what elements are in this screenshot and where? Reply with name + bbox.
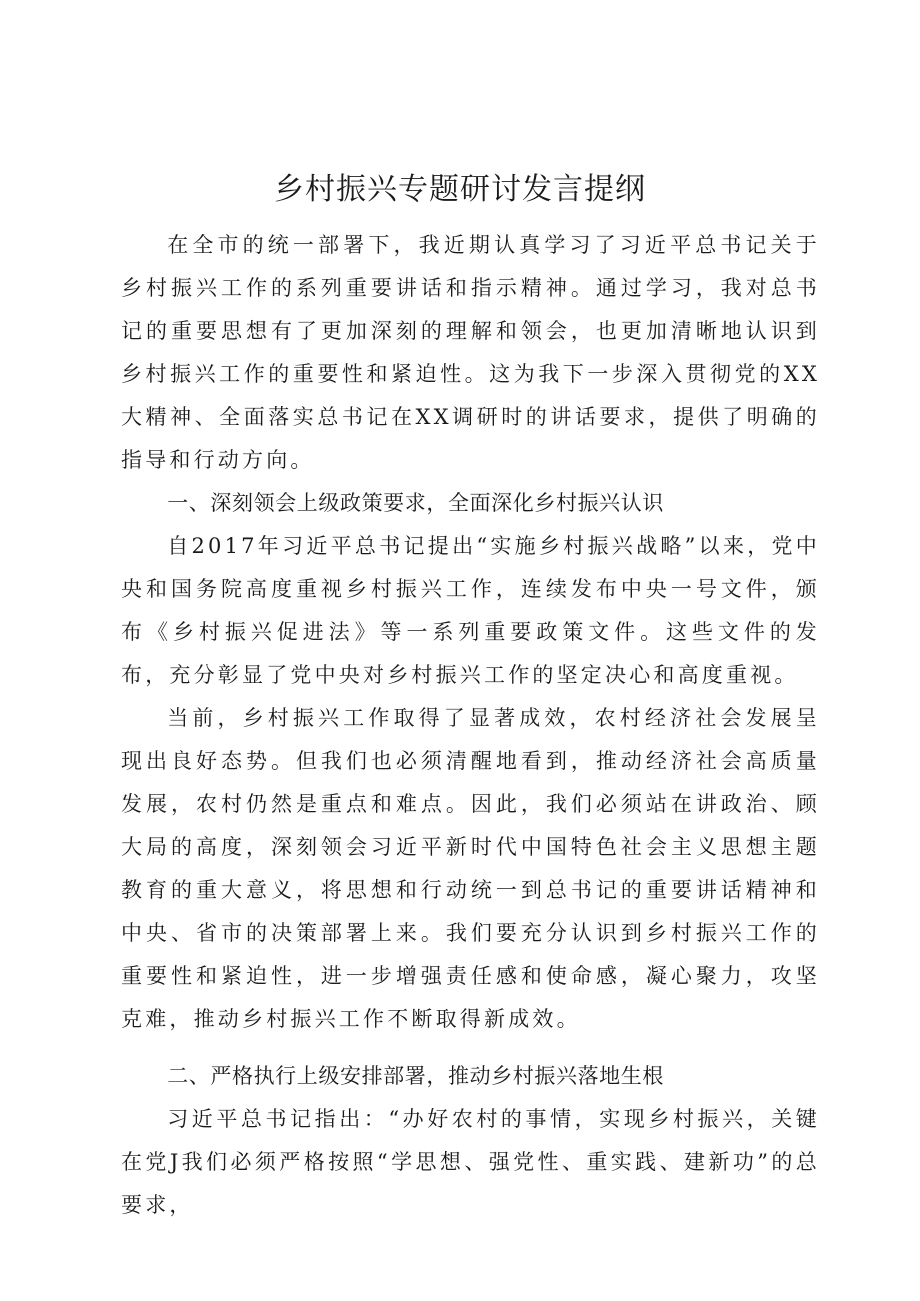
document-body — [121, 224, 820, 1227]
section-1-paragraph-2: 当前，乡村振兴工作取得了显著成效，农村经济社会发展呈现出良好态势。但我们也必须清醒地看到，推动经济社会高质量发展，农村仍然是重点和难点。因此，我们必须站在讲政治、顾大局的高度，深刻领会习近平新时代中国特色社会主义思想主题教育的重大意义，将思想和行动统一到总书记的重要讲话精神和中央、省市的决策部署上来。我们要充分认识到乡村振兴工作的重要性和紧迫性，进一步增强责任感和使命感，凝心聚力，攻坚克难，推动乡村振兴工作不断取得新成效。 — [121, 706, 820, 1031]
section-1-paragraph-1: 自2017年习近平总书记提出“实施乡村振兴战略”以来，党中央和国务院高度重视乡村振兴工作，连续发布中央一号文件，颁布《乡村振兴促进法》等一系列重要政策文件。这些文件的发布，充分彰显了党中央对乡村振兴工作的坚定决心和高度重视。 — [121, 534, 820, 687]
document-title: 乡村振兴专题研讨发言提纲 — [274, 172, 646, 207]
section-2-heading: 二、严格执行上级安排部署，推动乡村振兴落地生根 — [167, 1064, 664, 1088]
section-1-heading: 一、深刻领会上级政策要求，全面深化乡村振兴认识 — [167, 491, 664, 515]
intro-paragraph: 在全市的统一部署下，我近期认真学习了习近平总书记关于乡村振兴工作的系列重要讲话和指示精神。通过学习，我对总书记的重要思想有了更加深刻的理解和领会，也更加清晰地认识到乡村振兴工作的重要性和紧迫性。这为我下一步深入贯彻党的XX大精神、全面落实总书记在XX调研时的讲话要求，提供了明确的指导和行动方向。 — [121, 233, 820, 472]
section-2-paragraph-1: 习近平总书记指出：“办好农村的事情，实现乡村振兴，关键在党J我们必须严格按照“学思想、强党性、重实践、建新功”的总要求， — [121, 1107, 820, 1217]
